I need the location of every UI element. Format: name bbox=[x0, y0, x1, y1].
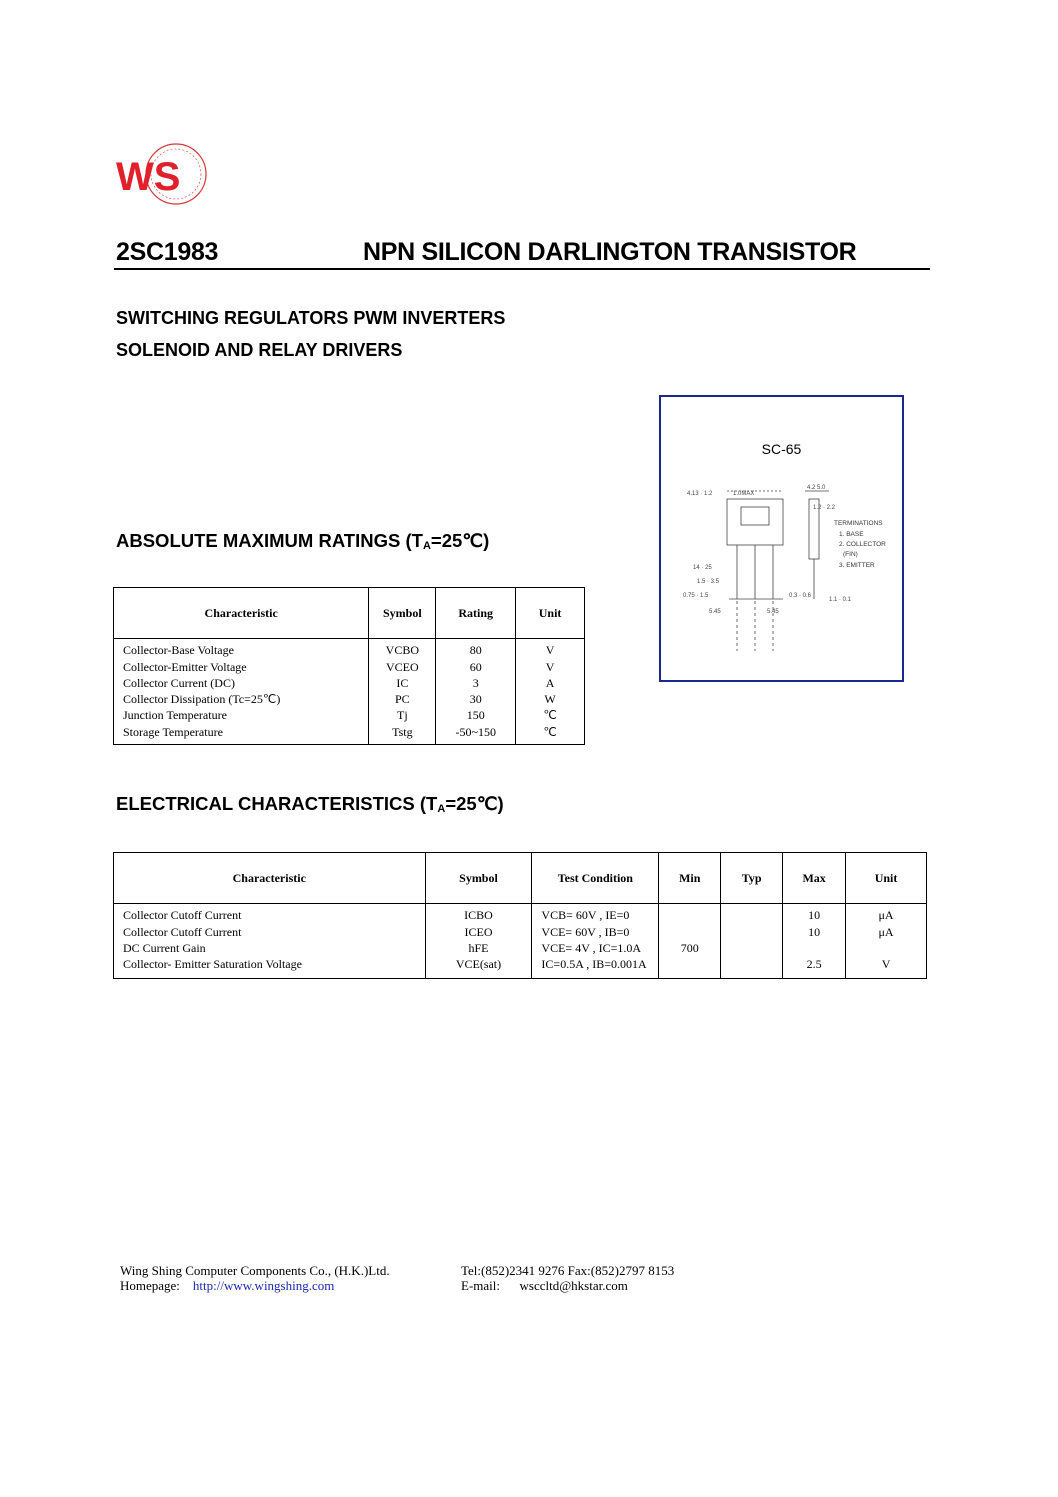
homepage-link[interactable]: http://www.wingshing.com bbox=[192, 1278, 335, 1293]
column-header: Unit bbox=[516, 588, 585, 639]
electrical-heading: ELECTRICAL CHARACTERISTICS $(T_A=25℃)$ bbox=[116, 793, 504, 815]
company-name: Wing Shing Computer Components Co., (H.K.)Ltd. bbox=[120, 1263, 390, 1278]
max-cell: 10 bbox=[783, 904, 846, 924]
min-cell bbox=[659, 924, 721, 940]
condition-cell: VCE= 60V , IB=0 bbox=[532, 924, 659, 940]
abs-max-heading: ABSOLUTE MAXIMUM RATINGS $(T_A=25℃)$ bbox=[116, 530, 490, 552]
abs-max-table bbox=[113, 587, 585, 745]
table-row bbox=[114, 956, 927, 978]
svg-text:4.13 · 1.2: 4.13 · 1.2 bbox=[687, 491, 713, 497]
min-cell bbox=[659, 904, 721, 924]
symbol-cell: ICBO bbox=[425, 904, 532, 924]
characteristic-cell: DC Current Gain bbox=[114, 940, 426, 956]
tel-fax: Tel:(852)2341 9276 Fax:(852)2797 8153 bbox=[461, 1263, 675, 1278]
company-logo bbox=[112, 140, 212, 208]
symbol-cell: Tstg bbox=[369, 724, 436, 745]
condition-cell: IC=0.5A , IB=0.001A bbox=[532, 956, 659, 978]
column-header: Symbol bbox=[425, 853, 532, 904]
column-header: Characteristic bbox=[114, 853, 426, 904]
column-header: Symbol bbox=[369, 588, 436, 639]
symbol-cell: VCBO bbox=[369, 639, 436, 659]
unit-cell: ℃ bbox=[543, 708, 557, 723]
max-cell: 10 bbox=[783, 924, 846, 940]
max-cell: 2.5 bbox=[783, 956, 846, 978]
symbol-cell: VCE(sat) bbox=[425, 956, 532, 978]
characteristic-cell: Storage Temperature bbox=[114, 724, 369, 745]
column-header: Characteristic bbox=[114, 588, 369, 639]
table-row bbox=[114, 924, 927, 940]
unit-cell: A bbox=[545, 675, 555, 690]
characteristic-cell: Collector-Emitter Voltage bbox=[114, 659, 369, 675]
homepage-line bbox=[120, 1278, 334, 1294]
unit-cell: μA bbox=[878, 908, 894, 923]
svg-text:4.2 5.0: 4.2 5.0 bbox=[807, 485, 826, 491]
svg-text:1.5 · 3.5: 1.5 · 3.5 bbox=[697, 579, 720, 585]
column-header: Typ bbox=[721, 853, 783, 904]
symbol-cell: IC bbox=[369, 675, 436, 691]
characteristic-cell: Collector Current (DC) bbox=[114, 675, 369, 691]
application-line-2: SOLENOID AND RELAY DRIVERS bbox=[116, 340, 403, 360]
symbol-cell: PC bbox=[369, 691, 436, 707]
application-line-1: SWITCHING REGULATORS PWM INVERTERS bbox=[116, 308, 506, 328]
table-row bbox=[114, 675, 585, 691]
rating-cell: -50~150 bbox=[436, 724, 516, 745]
termination-2: 2. COLLECTOR bbox=[839, 541, 886, 548]
column-header: Min bbox=[659, 853, 721, 904]
email-address[interactable]: wsccltd@hkstar.com bbox=[519, 1278, 628, 1293]
condition-cell: VCE= 4V , IC=1.0A bbox=[532, 940, 659, 956]
symbol-cell: VCEO bbox=[369, 659, 436, 675]
svg-text:0.75 · 1.5: 0.75 · 1.5 bbox=[683, 593, 709, 599]
column-header: Max bbox=[783, 853, 846, 904]
characteristic-cell: Collector Cutoff Current bbox=[114, 924, 426, 940]
table-row bbox=[114, 904, 927, 924]
typ-cell bbox=[721, 924, 783, 940]
document-title: NPN SILICON DARLINGTON TRANSISTOR bbox=[363, 238, 857, 266]
table-header-row bbox=[114, 588, 585, 639]
rating-cell: 30 bbox=[436, 691, 516, 707]
characteristic-cell: Collector Cutoff Current bbox=[114, 904, 426, 924]
max-cell bbox=[783, 940, 846, 956]
svg-text:14 · 25: 14 · 25 bbox=[693, 565, 712, 571]
svg-text:WS: WS bbox=[116, 155, 181, 199]
table-row bbox=[114, 724, 585, 745]
symbol-cell: Tj bbox=[369, 707, 436, 723]
table-header-row bbox=[114, 853, 927, 904]
termination-2-note: (FIN) bbox=[843, 551, 858, 558]
svg-text:0.3 · 0.6: 0.3 · 0.6 bbox=[789, 593, 812, 599]
homepage-label: Homepage: bbox=[120, 1278, 180, 1293]
characteristic-cell: Collector-Base Voltage bbox=[114, 639, 369, 659]
termination-3: 3. EMITTER bbox=[839, 562, 875, 569]
symbol-cell: ICEO bbox=[425, 924, 532, 940]
rating-cell: 60 bbox=[436, 659, 516, 675]
package-name: SC-65 bbox=[761, 441, 802, 457]
table-row bbox=[114, 639, 585, 659]
typ-cell bbox=[721, 956, 783, 978]
unit-cell: W bbox=[544, 692, 556, 707]
unit-cell: μA bbox=[878, 924, 894, 939]
svg-text:1.1 · 0.1: 1.1 · 0.1 bbox=[829, 597, 852, 603]
rating-cell: 80 bbox=[436, 639, 516, 659]
characteristic-cell: Collector- Emitter Saturation Voltage bbox=[114, 956, 426, 978]
typ-cell bbox=[721, 940, 783, 956]
rating-cell: 3 bbox=[436, 675, 516, 691]
svg-text:5.45: 5.45 bbox=[709, 609, 721, 615]
part-number: 2SC1983 bbox=[116, 238, 219, 266]
column-header: Test Condition bbox=[532, 853, 659, 904]
electrical-table bbox=[113, 852, 927, 979]
title-divider bbox=[114, 268, 930, 270]
svg-text:5.45: 5.45 bbox=[767, 609, 779, 615]
column-header: Unit bbox=[846, 853, 927, 904]
column-header: Rating bbox=[436, 588, 516, 639]
unit-cell bbox=[846, 940, 927, 956]
unit-cell: V bbox=[545, 643, 555, 658]
min-cell: 700 bbox=[659, 940, 721, 956]
termination-1: 1. BASE bbox=[839, 531, 864, 538]
unit-cell: V bbox=[545, 659, 555, 674]
table-row bbox=[114, 659, 585, 675]
symbol-cell: hFE bbox=[425, 940, 532, 956]
characteristic-cell: Collector Dissipation (Tc=25℃) bbox=[114, 691, 369, 707]
unit-cell: V bbox=[881, 957, 891, 972]
package-drawing bbox=[679, 481, 889, 661]
email-line bbox=[461, 1278, 628, 1294]
svg-text:1.2 · 2.2: 1.2 · 2.2 bbox=[813, 505, 836, 511]
characteristic-cell: Junction Temperature bbox=[114, 707, 369, 723]
terminations-title: TERMINATIONS bbox=[834, 520, 883, 527]
package-outline-box bbox=[659, 395, 904, 682]
typ-cell bbox=[721, 904, 783, 924]
email-label: E-mail: bbox=[461, 1278, 500, 1293]
condition-cell: VCB= 60V , IE=0 bbox=[532, 904, 659, 924]
unit-cell: ℃ bbox=[543, 724, 557, 739]
table-row bbox=[114, 940, 927, 956]
min-cell bbox=[659, 956, 721, 978]
rating-cell: 150 bbox=[436, 707, 516, 723]
svg-text:1.0MAX: 1.0MAX bbox=[733, 491, 755, 497]
table-row bbox=[114, 691, 585, 707]
table-row bbox=[114, 707, 585, 723]
